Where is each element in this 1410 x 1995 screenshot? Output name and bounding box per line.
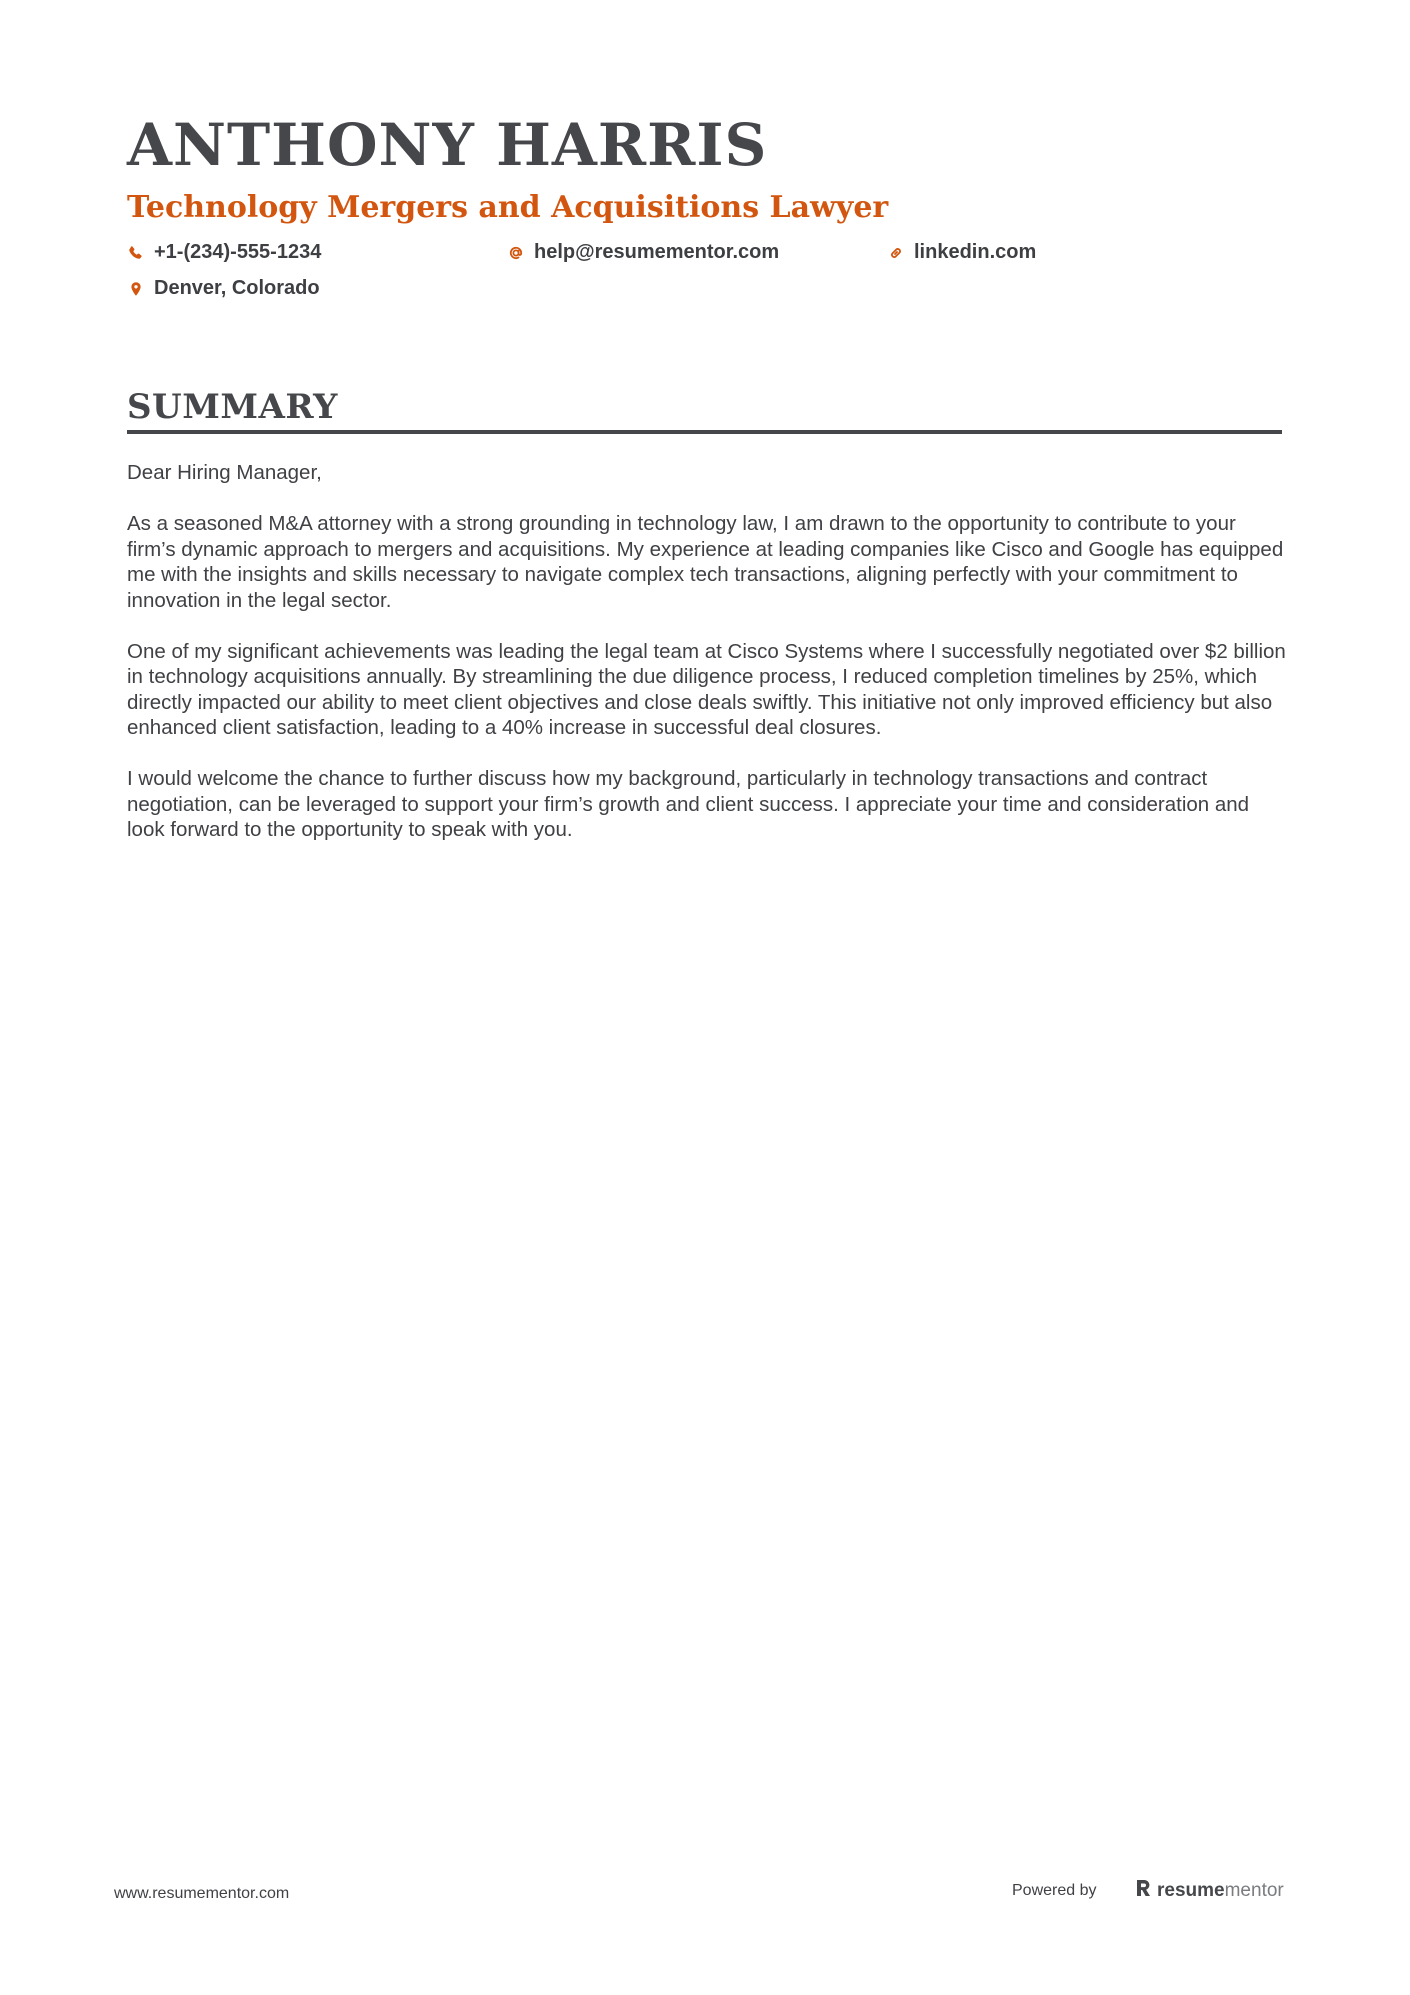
phone-icon [128, 245, 144, 261]
contact-email[interactable] [508, 241, 779, 264]
location-text: Denver, Colorado [154, 277, 320, 299]
resumementor-logo-icon [1135, 1878, 1153, 1903]
resumementor-logo[interactable] [1135, 1878, 1284, 1903]
letter-paragraph: As a seasoned M&A attorney with a strong grounding in technology law, I am drawn to the opportunity to contribute to your firm’s dynamic approach to mergers and acquisitions. My experience at leading companies like Cisco and Google has equipped me with the insights and skills necessary to navigate complex tech transactions, aligning perfectly with your commitment to innovation in the legal sector. [127, 512, 1284, 612]
job-title: Technology Mergers and Acquisitions Lawyer [127, 190, 889, 225]
letter-paragraph: I would welcome the chance to further discuss how my background, particularly in technology transactions and contract negotiation, can be leveraged to support your firm’s growth and client success. I appreciate your time and consideration and look forward to the opportunity to speak with you. [127, 767, 1250, 841]
phone-text: +1-(234)-555-1234 [154, 241, 322, 263]
contact-phone[interactable] [128, 241, 321, 264]
brand-wordmark [1157, 1880, 1284, 1902]
email-text: help@resumementor.com [534, 241, 780, 263]
letter-paragraph: One of my significant achievements was leading the legal team at Cisco Systems where I successfully negotiated over $2 billion in technology acquisitions annually. By streamlining the due diligence process, I reduced completion timelines by 25%, which directly impacted our ability to meet client objectives and close deals swiftly. This initiative not only improved efficiency but also enhanced client satisfaction, leading to a 40% increase in successful deal closures. [127, 639, 1286, 739]
candidate-name: ANTHONY HARRIS [127, 111, 768, 179]
section-divider [127, 430, 1282, 434]
summary-heading: SUMMARY [127, 387, 338, 427]
link-icon [888, 245, 904, 261]
brand-wordmark-light: mentor [1224, 1879, 1284, 1901]
brand-wordmark-bold: resume [1157, 1879, 1225, 1901]
at-icon [508, 245, 524, 261]
map-pin-icon [128, 281, 144, 297]
letter-greeting: Dear Hiring Manager, [127, 461, 322, 484]
contact-location [128, 277, 320, 300]
letter-body [127, 460, 1287, 868]
footer-website-link[interactable]: www.resumementor.com [114, 1885, 290, 1902]
powered-by-label: Powered by [1012, 1882, 1097, 1899]
linkedin-text: linkedin.com [914, 241, 1037, 263]
contact-linkedin[interactable] [888, 241, 1036, 264]
